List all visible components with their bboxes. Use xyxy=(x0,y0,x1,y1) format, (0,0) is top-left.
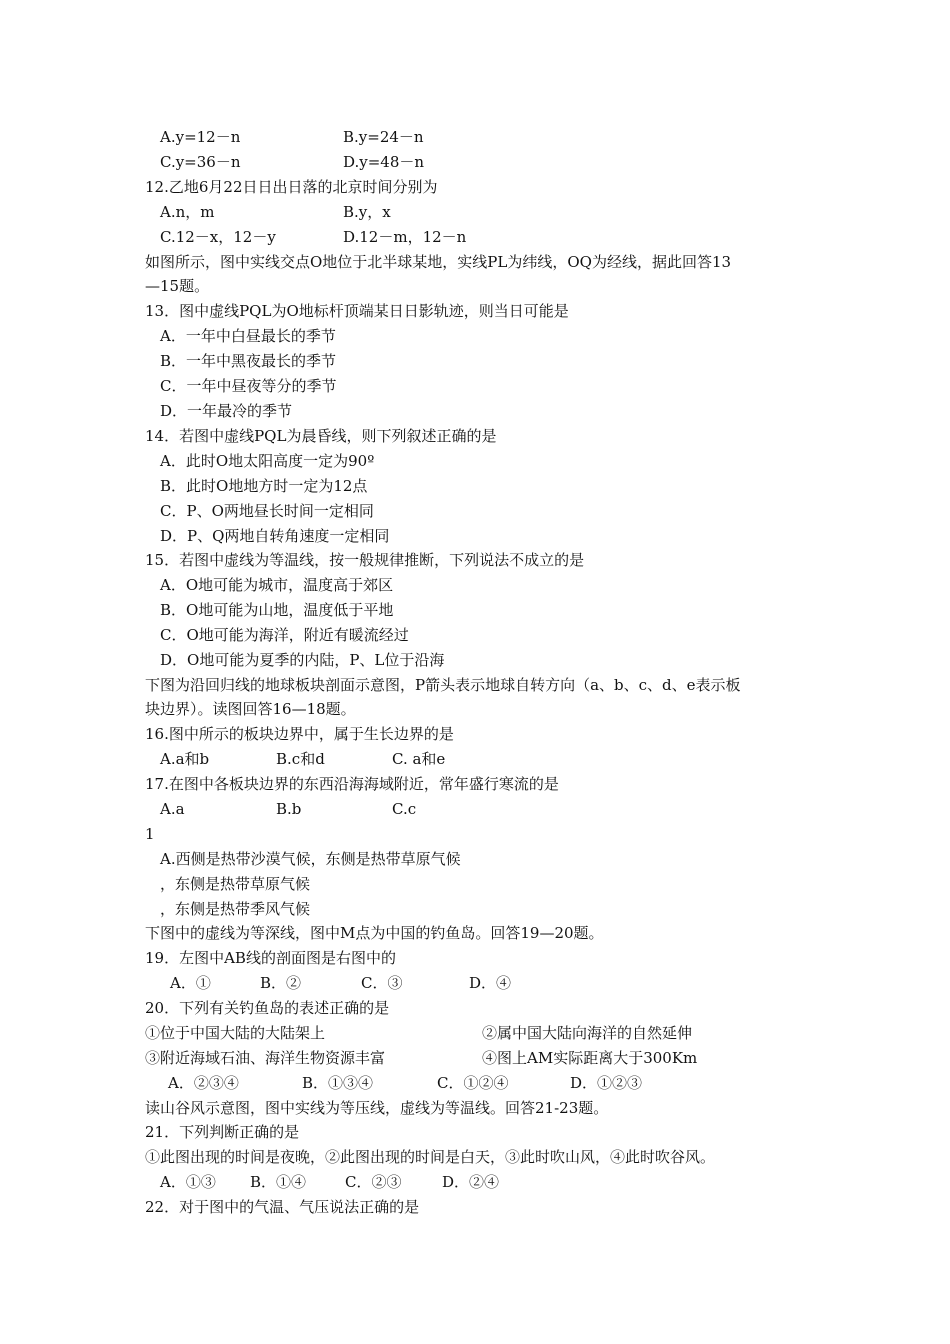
q21-option-d: D．②④ xyxy=(442,1173,500,1191)
q21-option-b: B．①④ xyxy=(250,1173,307,1191)
q12-option-a: A.n，m xyxy=(160,203,215,221)
q20-option-c: C．①②④ xyxy=(437,1074,509,1092)
q16-option-b: B.c和d xyxy=(276,750,325,768)
intro-16-18-line1: 下图为沿回归线的地球板块剖面示意图，P箭头表示地球自转方向（a、b、c、d、e表示板 xyxy=(145,676,741,694)
q19-option-c: C．③ xyxy=(361,974,403,992)
q21-option-c: C．②③ xyxy=(345,1173,402,1191)
q16-option-a: A.a和b xyxy=(160,750,210,768)
q17-option-a: A.a xyxy=(160,800,185,818)
intro-19-20: 下图中的虚线为等深线，图中M点为中国的钓鱼岛。回答19—20题。 xyxy=(145,924,604,942)
q22-stem: 22．对于图中的气温、气压说法正确的是 xyxy=(145,1198,420,1216)
q12-option-c: C.12－x，12－y xyxy=(160,228,276,246)
q20-option-a: A．②③④ xyxy=(168,1074,239,1092)
q12-option-b: B.y，x xyxy=(343,203,391,221)
q15-option-c: C．O地可能为海洋，附近有暖流经过 xyxy=(160,626,409,644)
q18-option-c-fragment: ，东侧是热带季风气候 xyxy=(160,900,311,918)
q18-number: 1 xyxy=(145,825,155,843)
q16-stem: 16.图中所示的板块边界中，属于生长边界的是 xyxy=(145,725,454,743)
q14-stem: 14．若图中虚线PQL为晨昏线，则下列叙述正确的是 xyxy=(145,427,497,445)
q20-option-d: D．①②③ xyxy=(570,1074,643,1092)
intro-13-15-line2: —15题。 xyxy=(145,277,210,295)
q13-option-c: C．一年中昼夜等分的季节 xyxy=(160,377,337,395)
q11-option-a: A.y=12－n xyxy=(160,128,241,146)
q13-option-a: A．一年中白昼最长的季节 xyxy=(160,327,336,345)
q11-option-c: C.y=36－n xyxy=(160,153,241,171)
q21-option-a: A．①③ xyxy=(160,1173,216,1191)
q11-option-b: B.y=24－n xyxy=(343,128,424,146)
q14-option-d: D．P、Q两地自转角速度一定相同 xyxy=(160,527,390,545)
q14-option-a: A．此时O地太阳高度一定为90º xyxy=(160,452,375,470)
intro-21-23: 读山谷风示意图，图中实线为等压线，虚线为等温线。回答21-23题。 xyxy=(145,1099,609,1117)
q19-option-d: D．④ xyxy=(469,974,512,992)
q19-option-b: B．② xyxy=(260,974,302,992)
q17-option-c: C.c xyxy=(392,800,417,818)
q21-statement: ①此图出现的时间是夜晚，②此图出现的时间是白天，③此时吹山风，④此时吹谷风。 xyxy=(145,1148,716,1166)
q21-stem: 21．下列判断正确的是 xyxy=(145,1123,300,1141)
q12-option-d: D.12－m，12－n xyxy=(343,228,467,246)
q15-option-d: D．O地可能为夏季的内陆，P、L位于沿海 xyxy=(160,651,445,669)
q19-stem: 19．左图中AB线的剖面图是右图中的 xyxy=(145,949,396,967)
q15-stem: 15．若图中虚线为等温线，按一般规律推断，下列说法不成立的是 xyxy=(145,551,585,569)
q14-option-b: B．此时O地地方时一定为12点 xyxy=(160,477,368,495)
q15-option-b: B．O地可能为山地，温度低于平地 xyxy=(160,601,394,619)
q12-stem: 12.乙地6月22日日出日落的北京时间分别为 xyxy=(145,178,438,196)
q18-option-b-fragment: ，东侧是热带草原气候 xyxy=(160,875,311,893)
q20-statement-1: ①位于中国大陆的大陆架上 xyxy=(145,1024,326,1042)
q17-option-b: B.b xyxy=(276,800,302,818)
q13-option-d: D．一年最冷的季节 xyxy=(160,402,293,420)
intro-16-18-line2: 块边界）。读图回答16—18题。 xyxy=(145,700,356,718)
q20-statement-2: ②属中国大陆向海洋的自然延伸 xyxy=(482,1024,693,1042)
q20-statement-4: ④图上AM实际距离大于300Km xyxy=(482,1049,698,1067)
intro-13-15-line1: 如图所示，图中实线交点O地位于北半球某地，实线PL为纬线，OQ为经线，据此回答13 xyxy=(145,253,732,271)
q18-option-a: A.西侧是热带沙漠气候，东侧是热带草原气候 xyxy=(160,850,461,868)
q14-option-c: C．P、O两地昼长时间一定相同 xyxy=(160,502,374,520)
q15-option-a: A．O地可能为城市，温度高于郊区 xyxy=(160,576,394,594)
q11-option-d: D.y=48－n xyxy=(343,153,425,171)
q13-option-b: B．一年中黑夜最长的季节 xyxy=(160,352,337,370)
q20-stem: 20．下列有关钓鱼岛的表述正确的是 xyxy=(145,999,390,1017)
q20-option-b: B．①③④ xyxy=(302,1074,374,1092)
q13-stem: 13．图中虚线PQL为O地标杆顶端某日日影轨迹，则当日可能是 xyxy=(145,302,569,320)
q20-statement-3: ③附近海域石油、海洋生物资源丰富 xyxy=(145,1049,386,1067)
q19-option-a: A．① xyxy=(170,974,211,992)
q17-stem: 17.在图中各板块边界的东西沿海海域附近，常年盛行寒流的是 xyxy=(145,775,559,793)
q16-option-c: C. a和e xyxy=(392,750,446,768)
